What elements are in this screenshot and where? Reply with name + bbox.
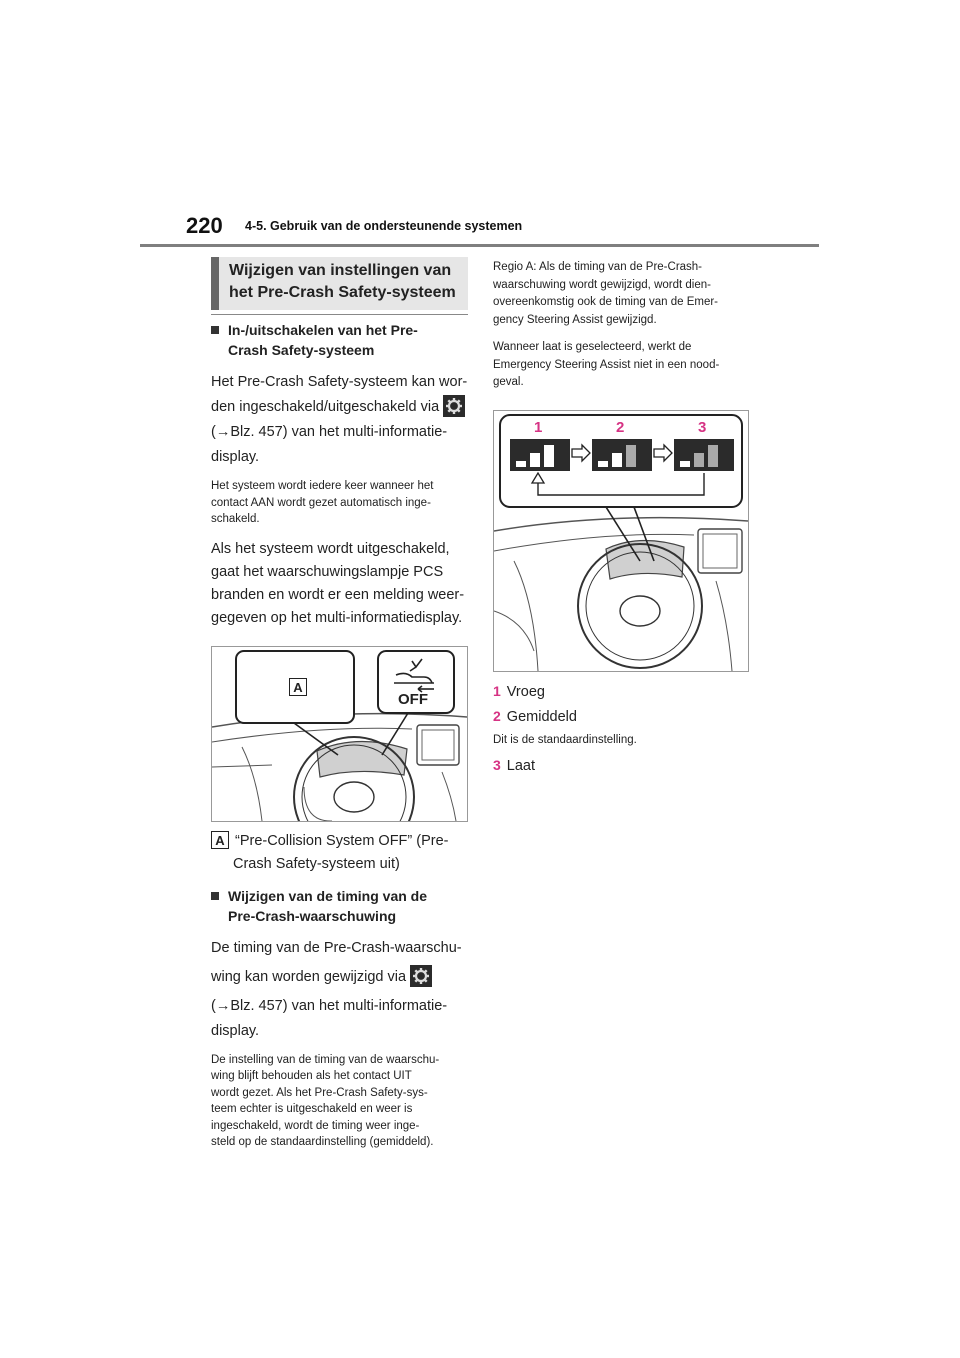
section-title-line: Wijzigen van instellingen van <box>229 262 452 279</box>
text-line: Wanneer laat is geselecteerd, werkt de <box>493 341 692 353</box>
settings-gear-icon <box>443 395 465 417</box>
note <box>211 1052 469 1151</box>
subheading-line: In-/uitschakelen van het Pre- <box>228 322 418 338</box>
dashboard-figure-off <box>211 646 468 822</box>
text-line: geval. <box>493 376 524 388</box>
text-line: gegeven op het multi-informatiedisplay. <box>211 609 463 626</box>
text-line: Het Pre-Crash Safety-systeem kan wor- <box>211 374 468 390</box>
text-line: ingeschakeld, wordt de timing weer inge- <box>211 1119 420 1132</box>
text-line: wing blijft behouden als het contact UIT <box>211 1070 412 1082</box>
text-line-with-icon <box>211 395 469 420</box>
text-span: den ingeschakeld/uitgeschakeld via <box>211 399 440 415</box>
section-underline <box>211 314 468 315</box>
list-label: Gemiddeld <box>506 708 577 725</box>
caption-line <box>211 830 469 853</box>
text-line: contact AAN wordt gezet automatisch inge- <box>211 496 431 509</box>
subheading-toggle <box>211 320 469 360</box>
subheading-line: Wijzigen van de timing van de <box>228 887 428 904</box>
text-line: display. <box>211 449 260 465</box>
list-number: 1 <box>493 682 501 699</box>
paragraph <box>211 538 469 630</box>
note <box>211 478 469 528</box>
note <box>493 339 751 392</box>
subheading-line: Pre-Crash-waarschuwing <box>228 907 397 924</box>
text-line: (→Blz. 457) van het multi-informatie- <box>211 997 448 1014</box>
off-label: OFF <box>398 690 428 708</box>
timing-list <box>493 680 751 778</box>
bullet-square-icon <box>211 892 219 900</box>
page-number: 220 <box>186 213 223 238</box>
list-number: 2 <box>493 707 501 724</box>
subheading-timing <box>211 886 469 926</box>
left-column <box>211 320 469 1161</box>
paragraph <box>211 936 469 1044</box>
note <box>493 259 751 329</box>
list-label: Vroeg <box>506 683 545 700</box>
text-line: teem echter is uitgeschakeld en weer is <box>211 1103 413 1115</box>
text-line: gaat het waarschuwingslampje PCS <box>211 563 444 580</box>
paragraph <box>211 370 469 470</box>
text-line: overeenkomstig ook de timing van de Emer- <box>493 296 718 308</box>
text-line: (→Blz. 457) van het multi-informatie- <box>211 424 448 440</box>
timing-number-2: 2 <box>616 418 625 436</box>
text-line: Emergency Steering Assist niet in een nood- <box>493 358 720 371</box>
text-line: De instelling van de timing van de waarschu- <box>211 1053 440 1066</box>
text-line: waarschuwing wordt gewijzigd, wordt dien- <box>493 278 711 291</box>
text-line: steld op de standaardinstelling (gemiddeld). <box>211 1136 434 1148</box>
figure-label-a: A <box>289 678 307 696</box>
right-column <box>493 259 751 779</box>
text-line: Crash Safety-systeem uit) <box>233 855 400 872</box>
timing-number-1: 1 <box>534 418 543 436</box>
list-label: Laat <box>506 758 536 774</box>
text-line: wordt gezet. Als het Pre-Crash Safety-sys- <box>211 1086 428 1099</box>
subheading-line: Crash Safety-systeem <box>228 342 375 358</box>
timing-number-3: 3 <box>698 418 707 436</box>
text-line: branden en wordt er een melding weer- <box>211 586 465 603</box>
settings-gear-icon <box>410 965 432 987</box>
section-title-box <box>211 257 468 310</box>
timing-illustration <box>494 411 748 671</box>
section-title <box>219 257 468 304</box>
text-line: display. <box>211 1022 260 1039</box>
text-span: “Pre-Collision System OFF” (Pre- <box>235 832 449 849</box>
text-line: Regio A: Als de timing van de Pre-Crash- <box>493 261 703 273</box>
text-span: wing kan worden gewijzigd via <box>211 968 407 985</box>
list-item <box>493 705 751 728</box>
figure-caption <box>211 830 469 876</box>
text-line-with-icon <box>211 965 469 990</box>
text-line: Als het systeem wordt uitgeschakeld, <box>211 540 450 557</box>
list-item <box>493 680 751 703</box>
caption-label-a: A <box>211 831 229 849</box>
dashboard-illustration <box>212 647 467 821</box>
text-line: Het systeem wordt iedere keer wanneer het <box>211 480 434 492</box>
chapter-title: 4-5. Gebruik van de ondersteunende systemen <box>245 219 523 233</box>
timing-figure <box>493 410 749 672</box>
text-line: De timing van de Pre-Crash-waarschu- <box>211 939 462 956</box>
list-number: 3 <box>493 757 501 773</box>
text-line: gency Steering Assist gewijzigd. <box>493 313 657 326</box>
header-rule <box>140 244 819 247</box>
section-title-line: het Pre-Crash Safety-systeem <box>229 284 456 301</box>
bullet-square-icon <box>211 326 219 334</box>
default-note: Dit is de standaardinstelling. <box>493 733 637 746</box>
text-line: schakeld. <box>211 513 260 525</box>
list-item <box>493 754 751 777</box>
